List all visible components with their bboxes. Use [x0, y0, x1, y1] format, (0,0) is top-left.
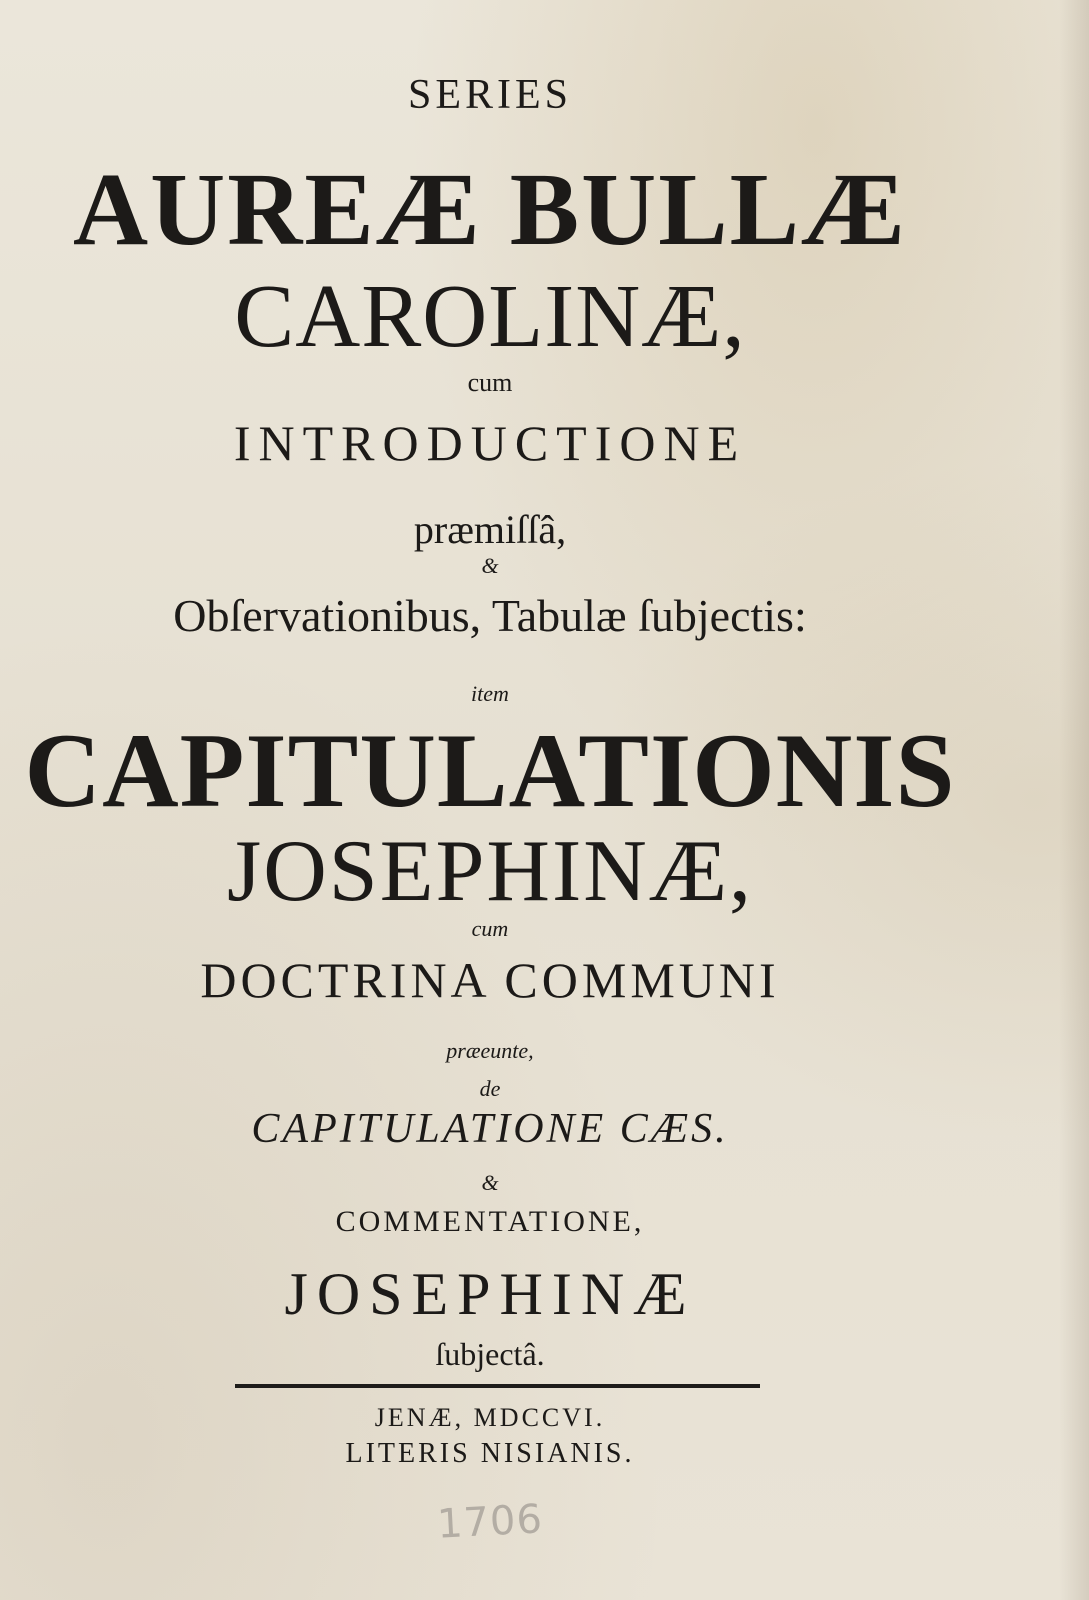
imprint-place-date: JENÆ, MDCCVI. — [374, 1403, 606, 1432]
doctrina-communi-heading: DOCTRINA COMMUNI — [200, 952, 780, 1008]
ampersand-connector-2: & — [481, 1170, 499, 1195]
introductione-heading: INTRODUCTIONE — [233, 415, 747, 471]
praemissa-text: præmiſſâ, — [413, 507, 567, 552]
pencil-annotation: 1706 — [435, 1496, 545, 1548]
commentatione-heading: COMMENTATIONE, — [335, 1205, 645, 1238]
item-connector: item — [471, 681, 509, 706]
carolinae-title: CAROLINÆ, — [234, 267, 746, 366]
aureae-bullae-title: AUREÆ BULLÆ — [73, 152, 907, 267]
series-heading: SERIES — [407, 72, 573, 118]
praeeunte-connector: præeunte, — [446, 1038, 534, 1063]
capitulatione-caes-heading: CAPITULATIONE CÆS. — [251, 1106, 729, 1152]
horizontal-rule — [235, 1384, 760, 1388]
observationibus-text: Obſervationibus, Tabulæ ſubjectis: — [173, 590, 807, 641]
josephinae-heading-2: JOSEPHINÆ — [284, 1261, 696, 1327]
page-edge-shadow — [1059, 0, 1089, 1600]
ampersand-connector: & — [481, 553, 499, 578]
imprint-printer: LITERIS NISIANIS. — [345, 1438, 635, 1469]
cum-connector: cum — [467, 368, 513, 397]
josephinae-title: JOSEPHINÆ, — [226, 823, 754, 920]
de-connector: de — [479, 1076, 501, 1101]
subjecta-text: ſubjectâ. — [435, 1336, 545, 1372]
cum-connector-2: cum — [471, 916, 509, 941]
capitulationis-title: CAPITULATIONIS — [24, 712, 956, 829]
